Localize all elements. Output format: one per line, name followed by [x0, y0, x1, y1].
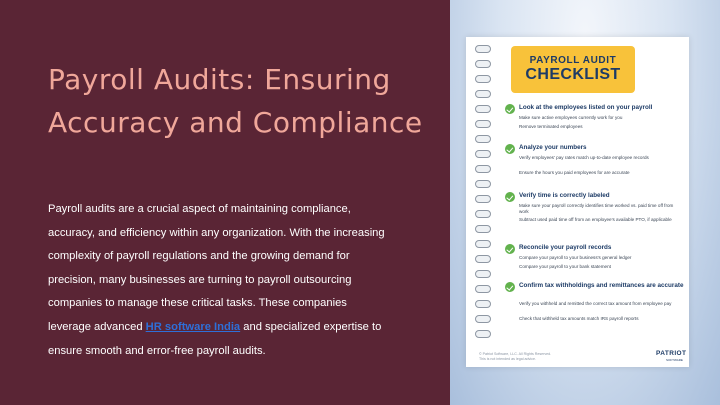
binding-ring: [475, 300, 491, 308]
binding-ring: [475, 210, 491, 218]
checklist-header-line1: PAYROLL AUDIT: [529, 55, 617, 66]
checklist-item-title: Reconcile your payroll records: [519, 244, 612, 251]
checklist-footer: [479, 352, 599, 361]
checklist-header: [511, 46, 635, 93]
hr-software-link[interactable]: HR software India: [145, 320, 241, 333]
binding-ring: [475, 285, 491, 293]
spiral-binding: [475, 45, 493, 365]
binding-ring: [475, 105, 491, 113]
checkmark-icon: [505, 244, 515, 254]
checkmark-icon: [505, 282, 515, 292]
binding-ring: [475, 240, 491, 248]
checkmark-icon: [505, 144, 515, 154]
binding-ring: [475, 150, 491, 158]
checklist-subitem: Make sure your payroll correctly identifies time worked vs. paid time off from work: [519, 203, 674, 214]
checklist-subitem: Verify you withheld and remitted the correct tax amount from employee pay: [519, 301, 672, 306]
slide-title: Payroll Audits: Ensuring Accuracy and Compliance: [48, 63, 423, 139]
checklist-item-title: Verify time is correctly labeled: [519, 192, 610, 199]
binding-ring: [475, 45, 491, 53]
checklist-subitem: Compare your payroll to your business's general ledger: [519, 255, 632, 260]
checklist-subitem: Verify employees' pay rates match up-to-date employee records: [519, 155, 649, 160]
footer-copyright: © Patriot Software, LLC. All Rights Reserved.: [479, 352, 552, 356]
checkmark-icon: [505, 104, 515, 114]
checklist-item-title: Look at the employees listed on your payroll: [519, 104, 653, 111]
binding-ring: [475, 255, 491, 263]
binding-ring: [475, 75, 491, 83]
binding-ring: [475, 165, 491, 173]
patriot-logo-subtitle: SOFTWARE: [666, 358, 683, 362]
checklist-subitem: Check that withheld tax amounts match IRS payroll reports: [519, 316, 639, 321]
binding-ring: [475, 135, 491, 143]
checklist-subitem: Make sure active employees currently work for you: [519, 115, 623, 120]
checklist-item-title: Confirm tax withholdings and remittances are accurate: [519, 282, 684, 289]
binding-ring: [475, 270, 491, 278]
checkmark-icon: [505, 192, 515, 202]
body-text-part1: Payroll audits are a crucial aspect of maintaining compliance, accuracy, and efficiency within any organization. With the increasing complexity of payroll regulations and the growing demand for precision, many businesses are turning to payroll outsourcing companies to manage these critical tasks. These companies leverage advanced: [48, 203, 385, 333]
binding-ring: [475, 195, 491, 203]
checklist-header-line2: CHECKLIST: [525, 66, 621, 83]
checklist-subitem: Ensure the hours you paid employees for are accurate: [519, 170, 630, 175]
binding-ring: [475, 225, 491, 233]
binding-ring: [475, 120, 491, 128]
slide-body: [48, 198, 388, 363]
checklist-subitem: Subtract used paid time off from an employee's available PTO, if applicable: [519, 217, 672, 222]
checklist-item-title: Analyze your numbers: [519, 144, 587, 151]
binding-ring: [475, 315, 491, 323]
binding-ring: [475, 330, 491, 338]
checklist-subitem: Compare your payroll to your bank statement: [519, 264, 611, 269]
checklist-subitem: Remove terminated employees: [519, 124, 583, 129]
patriot-logo: PATRIOT: [656, 350, 687, 357]
binding-ring: [475, 60, 491, 68]
body-text-part2: and specialized expertise to ensure smooth and error-free payroll audits.: [48, 320, 382, 357]
footer-disclaimer: This is not intended as legal advice.: [479, 356, 536, 361]
binding-ring: [475, 90, 491, 98]
binding-ring: [475, 180, 491, 188]
